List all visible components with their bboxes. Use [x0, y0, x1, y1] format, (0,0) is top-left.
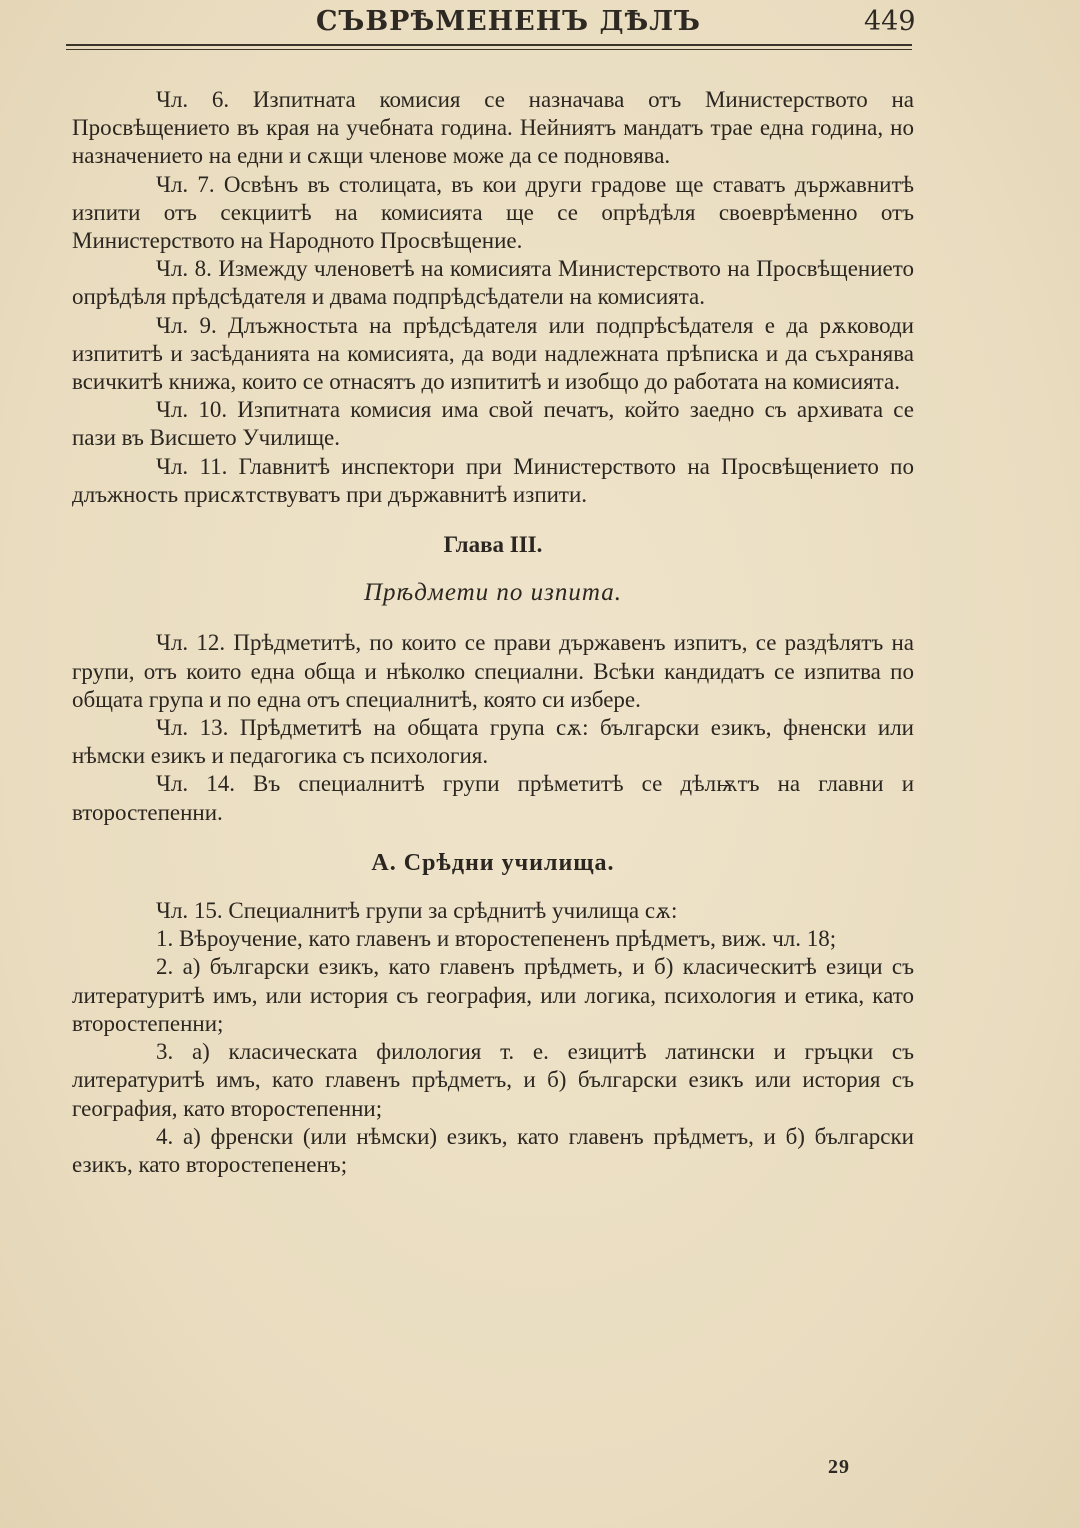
- page-number: 449: [864, 6, 916, 37]
- chapter-subtitle: Прѣдмети по изпита.: [363, 579, 622, 607]
- article-13: Чл. 13. Прѣдметитѣ на общата група сѫ: български езикъ, фненски или нѣмски езикъ и педагогика съ психология.: [72, 715, 914, 769]
- section-title: А. Срѣдни училища.: [371, 849, 615, 876]
- article-12: Чл. 12. Прѣдметитѣ, по които се прави държавенъ изпитъ, се раздѣлятъ на групи, отъ които една обща и нѣколко специални. Всѣки кандидатъ се изпитва по общата група и по една отъ специалнитѣ, която си избере.: [72, 630, 914, 712]
- article-14: Чл. 14. Въ специалнитѣ групи прѣметитѣ се дѣлѭтъ на главни и второстепенни.: [72, 771, 914, 825]
- header-rule: [66, 44, 912, 50]
- page-body: [72, 86, 914, 1179]
- article-9: Чл. 9. Длъжностьта на прѣдсѣдателя или подпрѣсѣдателя е да рѫководи изпититѣ и засѣданията на комисията, да води надлежната прѣписка и да съхранява всичкитѣ книжа, които се отнасятъ до изпититѣ и изобщо до работата на комисията.: [72, 312, 914, 395]
- running-title: СЪВРѢМЕНЕНЪ ДѢЛЪ: [316, 6, 701, 37]
- article-7: Чл. 7. Освѣнъ въ столицата, въ кои други градове ще ставатъ държавнитѣ изпити отъ секциитѣ на комисията ще се опрѣдѣля своеврѣменно отъ Министерството на Народното Просвѣщение.: [72, 171, 914, 254]
- page-header: [66, 2, 916, 38]
- list-item-4: 4. а) френски (или нѣмски) езикъ, като главенъ прѣдметъ, и б) български езикъ, като второстепененъ;: [72, 1123, 914, 1177]
- list-item-2: 2. а) български езикъ, като главенъ прѣдметь, и б) класическитѣ езици съ литературитѣ имъ, или история съ география, или логика, психология и етика, като второстепенни;: [72, 954, 914, 1036]
- list-item-3: 3. а) класическата филология т. е. езицитѣ латински и гръцки съ литературитѣ имъ, като главенъ прѣдметъ, и б) български езикъ или история съ география, като второстепенни;: [72, 1039, 914, 1121]
- article-6: Чл. 6. Изпитната комисия се назначава отъ Министерството на Просвѣщението въ края на учебната година. Нейниятъ мандатъ трае една година, но назначението на едни и сѫщи членове може да се подновява.: [72, 87, 914, 169]
- article-11: Чл. 11. Главнитѣ инспектори при Министерството на Просвѣщението по длъжность присѫтствуватъ при държавнитѣ изпити.: [72, 453, 914, 507]
- chapter-title: Глава III.: [443, 532, 543, 558]
- article-8: Чл. 8. Измежду членоветѣ на комисията Министерството на Просвѣщението опрѣдѣля прѣдсѣдателя и двама подпрѣдсѣдатели на комисията.: [72, 256, 914, 310]
- signature-number: 29: [828, 1456, 850, 1478]
- article-15: Чл. 15. Специалнитѣ групи за срѣднитѣ училища сѫ:: [156, 898, 678, 924]
- article-10: Чл. 10. Изпитната комисия има свой печатъ, който заедно съ архивата се пази въ Висшето Училище.: [72, 397, 914, 451]
- list-item-1: 1. Вѣроучение, като главенъ и второстепененъ прѣдметъ, виж. чл. 18;: [156, 926, 837, 952]
